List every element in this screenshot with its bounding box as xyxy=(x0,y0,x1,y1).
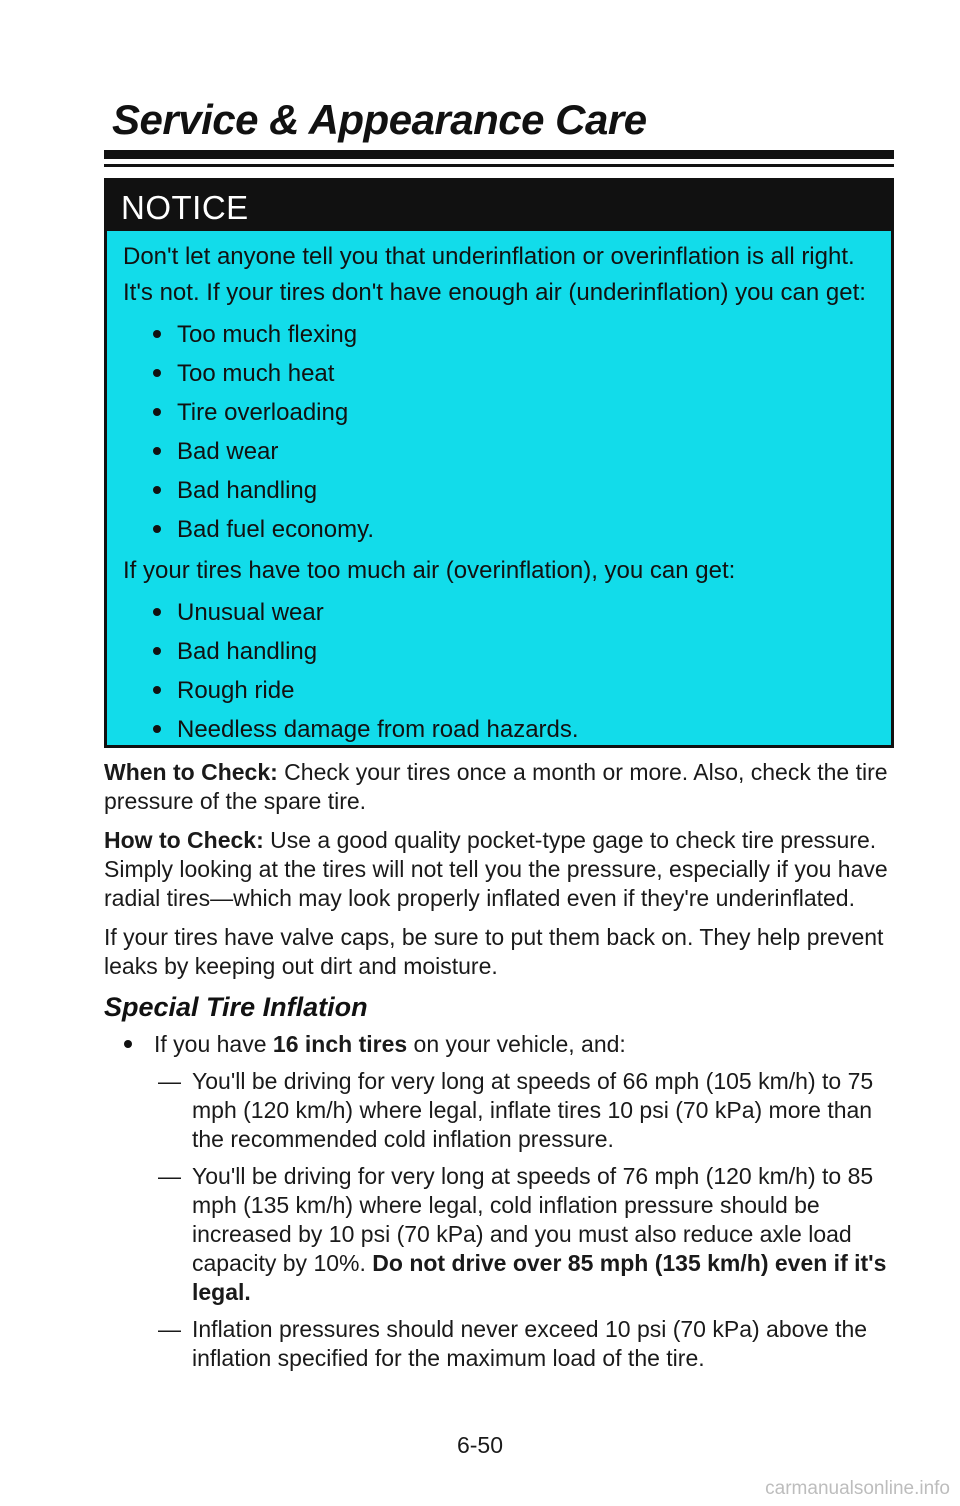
list-item: Tire overloading xyxy=(151,393,871,432)
list-item: Unusual wear xyxy=(151,593,871,632)
overinflation-intro: If your tires have too much air (overinflation), you can get: xyxy=(123,557,736,584)
list-item: Bad handling xyxy=(151,471,871,510)
when-to-check-paragraph: When to Check: Check your tires once a month or more. Also, check the tire pressure of the spare tire. xyxy=(104,759,888,814)
list-item: If you have 16 inch tires on your vehicle, and: xyxy=(104,1030,894,1059)
bullet-icon xyxy=(153,369,161,377)
notice-intro: Don't let anyone tell you that underinflation or overinflation is all right. It's not. If your tires don't have enough air (underinflation) you can get: xyxy=(123,243,866,306)
section-title: Special Tire Inflation xyxy=(104,992,368,1022)
list-item: — You'll be driving for very long at speeds of 76 mph (120 km/h) to 85 mph (135 km/h) where legal, cold inflation pressure should be increased by 10 psi (70 kPa) and you must also reduce axle load capacity by 10%. Do not drive over 85 mph (135 km/h) even if it's legal. xyxy=(158,1163,887,1305)
when-to-check-label: When to Check: xyxy=(104,759,278,785)
notice-label: NOTICE xyxy=(107,181,891,231)
list-item: Bad handling xyxy=(151,632,871,671)
notice-body xyxy=(107,231,891,749)
header-rule-thin xyxy=(104,164,894,167)
how-to-check-paragraph: How to Check: Use a good quality pocket-type gage to check tire pressure. Simply looking at the tires will not tell you the pressure, especially if you have radial tires—which may look properly inflated even if they're underinflated. xyxy=(104,827,888,911)
bullet-icon xyxy=(153,330,161,338)
bullet-icon xyxy=(153,486,161,494)
dash-icon: — xyxy=(158,1316,181,1342)
bullet-icon xyxy=(153,408,161,416)
bullet-icon xyxy=(124,1040,132,1048)
bullet-icon xyxy=(153,647,161,655)
list-item: Too much flexing xyxy=(151,315,871,354)
overinflation-list xyxy=(123,593,871,749)
valve-caps-paragraph: If your tires have valve caps, be sure to put them back on. They help prevent leaks by keeping out dirt and moisture. xyxy=(104,924,884,979)
list-item: — You'll be driving for very long at speeds of 66 mph (105 km/h) to 75 mph (120 km/h) where legal, inflate tires 10 psi (70 kPa) more than the recommended cold inflation pressure. xyxy=(158,1068,874,1152)
list-item: Bad wear xyxy=(151,432,871,471)
page-title: Service & Appearance Care xyxy=(112,96,647,143)
list-item: Too much heat xyxy=(151,354,871,393)
list-item: Bad fuel economy. xyxy=(151,510,871,549)
watermark: carmanualsonline.info xyxy=(765,1478,950,1499)
main-content xyxy=(104,758,894,1381)
underinflation-list xyxy=(123,315,871,549)
dash-icon: — xyxy=(158,1163,181,1189)
how-to-check-label: How to Check: xyxy=(104,827,264,853)
list-item: Needless damage from road hazards. xyxy=(151,710,871,749)
list-item: Rough ride xyxy=(151,671,871,710)
bullet-icon xyxy=(153,686,161,694)
bullet-icon xyxy=(153,725,161,733)
notice-box xyxy=(104,178,894,748)
bullet-icon xyxy=(153,608,161,616)
bullet-icon xyxy=(153,447,161,455)
page-number: 6-50 xyxy=(456,1432,504,1458)
dash-icon: — xyxy=(158,1068,181,1094)
bullet-icon xyxy=(153,525,161,533)
header-rule xyxy=(104,150,894,159)
list-item: — Inflation pressures should never exceed 10 psi (70 kPa) above the inflation specified for the maximum load of the tire. xyxy=(158,1316,868,1371)
